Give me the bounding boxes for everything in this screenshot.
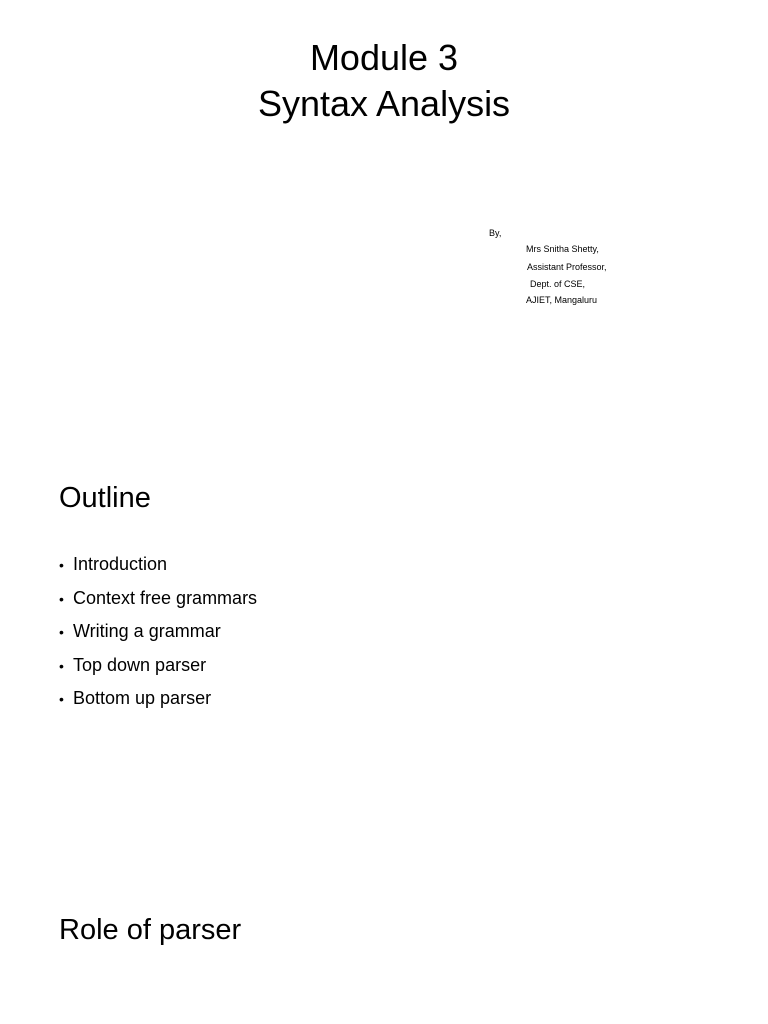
outline-item (59, 615, 257, 649)
bullet-icon: • (59, 557, 64, 573)
bullet-icon: • (59, 590, 64, 607)
outline-item (59, 582, 257, 616)
slide-title-line-1: Module 3 (309, 37, 459, 78)
outline-item-label: Writing a grammar (73, 621, 221, 641)
outline-item (59, 682, 257, 716)
role-of-parser-heading: Role of parser (59, 914, 242, 946)
outline-item-label: Top down parser (73, 654, 207, 675)
byline-author-role: Assistant Professor, (527, 262, 607, 272)
byline-by-label: By, (489, 228, 502, 238)
byline-institution: AJIET, Mangaluru (526, 295, 598, 305)
bullet-icon: • (59, 691, 64, 707)
bullet-icon: • (59, 657, 64, 674)
outline-item-label: Context free grammars (73, 587, 258, 608)
byline-author-name: Mrs Snitha Shetty, (526, 244, 599, 254)
title-slide (0, 0, 768, 432)
outline-slide (0, 432, 768, 864)
outline-item (59, 649, 257, 683)
outline-heading: Outline (59, 482, 151, 514)
outline-item-label: Bottom up parser (73, 688, 212, 708)
role-of-parser-slide (0, 864, 768, 1024)
slide-title-line-2: Syntax Analysis (257, 83, 511, 124)
outline-list (59, 548, 257, 716)
outline-item-label: Introduction (73, 554, 168, 574)
outline-item (59, 548, 257, 582)
bullet-icon: • (59, 624, 64, 640)
byline-department: Dept. of CSE, (530, 279, 586, 289)
